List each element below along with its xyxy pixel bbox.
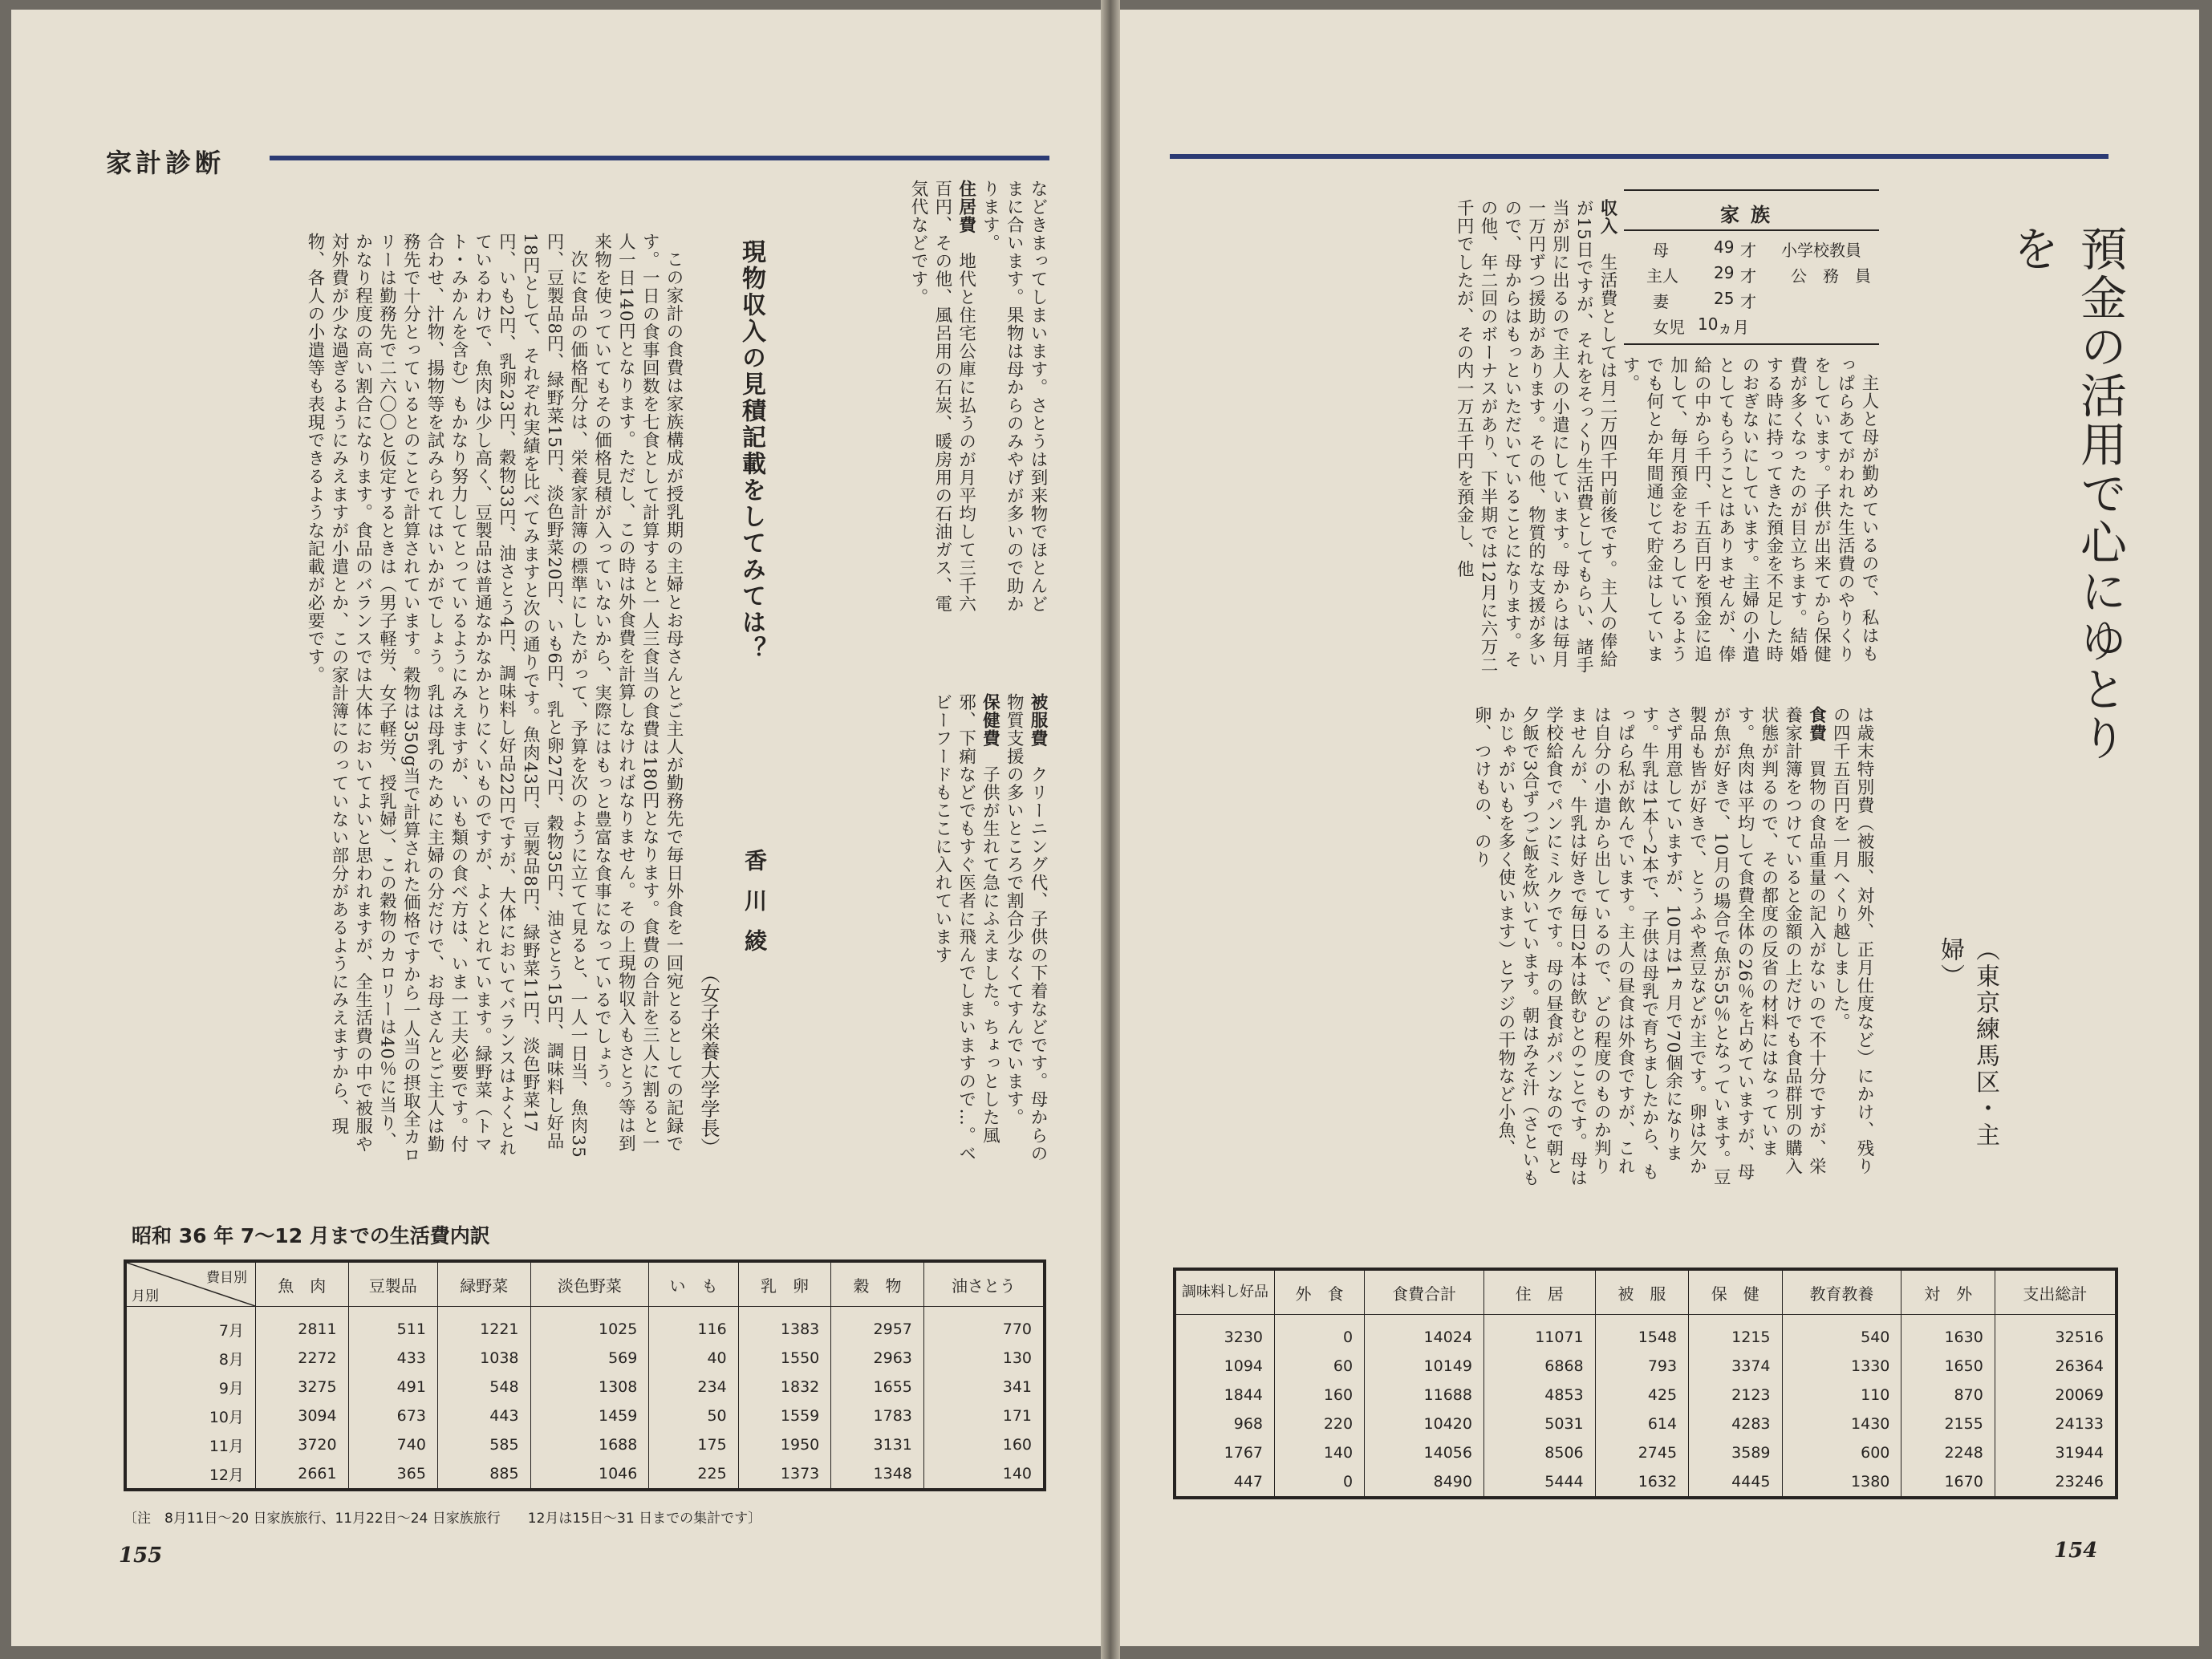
corner-month-label: 月別 — [132, 1288, 159, 1304]
table-cell: 40 — [649, 1344, 738, 1373]
table-cell: 1670 — [1902, 1467, 1995, 1498]
col-header: 穀 物 — [831, 1261, 924, 1307]
table-cell: 1950 — [738, 1430, 831, 1459]
col-header: 淡色野菜 — [530, 1261, 649, 1307]
table-cell: 770 — [923, 1307, 1045, 1345]
table-cell: 3374 — [1689, 1352, 1782, 1381]
table-row — [125, 1401, 1045, 1430]
table-cell: 2123 — [1689, 1381, 1782, 1410]
article-end-column-2 — [817, 693, 1049, 1165]
table-cell: 3720 — [256, 1430, 349, 1459]
col-header: 教育教養 — [1782, 1269, 1902, 1315]
article-end-text: などきまってしまいます。さとうは到来物でほとんどまに合います。果物は母からのみやげが多いので助かります。 — [980, 180, 1048, 613]
col-header: 被 服 — [1595, 1269, 1688, 1315]
col-header: 豆製品 — [348, 1261, 437, 1307]
table-cell: 20069 — [1995, 1381, 2117, 1410]
table-cell: 447 — [1175, 1467, 1275, 1498]
article-paragraph-2: は歳末特別費（被服、対外、正月仕度など）にかけ、残りの四千五百円を一月へくり越しました。 — [1830, 706, 1874, 1175]
table-cell: 8506 — [1483, 1438, 1595, 1467]
family-age: 49 — [1714, 237, 1735, 257]
table-cell: 2155 — [1902, 1410, 1995, 1438]
table-cell: 3230 — [1175, 1315, 1275, 1353]
table-cell: 540 — [1782, 1315, 1902, 1353]
right-page — [1120, 10, 2199, 1646]
table-cell: 2661 — [256, 1459, 349, 1490]
table-cell: 225 — [649, 1459, 738, 1490]
income-keyword: 収入 — [1597, 199, 1617, 235]
family-rel: 女児 — [1653, 318, 1685, 337]
family-box — [1624, 189, 1879, 345]
table-cell: 1025 — [530, 1307, 649, 1345]
table-cell: 110 — [1782, 1381, 1902, 1410]
book-gutter — [1101, 0, 1120, 1659]
table-cell: 1038 — [437, 1344, 530, 1373]
month-cell: 10月 — [125, 1401, 256, 1430]
month-cell: 8月 — [125, 1344, 256, 1373]
header-rule — [270, 156, 1049, 160]
family-age: 29 — [1714, 263, 1735, 282]
table-row — [125, 1373, 1045, 1401]
article-byline: （東京練馬区・主婦） — [1936, 937, 1999, 1149]
col-header: 保 健 — [1689, 1269, 1782, 1315]
table-cell: 4283 — [1689, 1410, 1782, 1438]
hoken-text: 子供が生れて急にふえました。ちょっとした風邪、下痢などでもすぐ医者に飛んでしまいますので…。ベビーフードもここに入れています — [931, 693, 1000, 1162]
table-cell: 0 — [1275, 1467, 1365, 1498]
table-cell: 160 — [1275, 1381, 1365, 1410]
family-rel: 妻 — [1653, 292, 1669, 311]
table-cell: 32516 — [1995, 1315, 2117, 1353]
table-corner-header — [125, 1261, 256, 1307]
table-cell: 341 — [923, 1373, 1045, 1401]
table-row — [125, 1307, 1045, 1345]
table-cell: 870 — [1902, 1381, 1995, 1410]
col-header: 支出総計 — [1995, 1269, 2117, 1315]
table-cell: 740 — [348, 1430, 437, 1459]
table-cell: 4445 — [1689, 1467, 1782, 1498]
table-cell: 3275 — [256, 1373, 349, 1401]
family-rel: 母 — [1653, 241, 1669, 260]
family-rel: 主人 — [1646, 266, 1678, 286]
table-cell: 1221 — [437, 1307, 530, 1345]
table-cell: 1655 — [831, 1373, 924, 1401]
table-cell: 511 — [348, 1307, 437, 1345]
commentary-paragraph-2: 次に食品の価格配分は、栄養家計簿の標準にしたがって、予算を次のように立てて見ると、一人一日当、魚肉35円、豆製品8円、緑野菜15円、淡色野菜20円、いも6円、乳と卵27円、穀物35円、油さとう15円、調味料し好品18円として、それぞれ実績を比べてみますと次の通りです。魚肉43円、豆製品8円、緑野菜11円、淡色野菜17円、いも2円、乳卵23円、穀物33円、油さとう4円、調味料し好品22円ですが、大体においてバランスはよくとれているわけで、魚肉は少し高く、豆製品は普通なかなかとりにくいものですが、よくとれています。緑野菜（トマト・みかんを含む）もかなり努力してとっているようにみえますが、いも類の食べ方は、いま一工夫必要です。付合わせ、汁物、揚物等を試みられてはいかがでしょう。乳は母乳のために主婦の分だけで、お母さんとご主人は勤務先で十分とっているとのことで計算されています。穀物は350g当で計算された価格ですから一人当の摂取全カロリーは勤務先で二六〇〇と仮定するときは（男子軽労、女子軽労、授乳婦）、この穀物のカロリーは40％に当り、かなり程度の高い割合になります。食品のバランスでは大体においてよいと思われますが、全生活費の中で被服や対外費が少な過ぎるようにみえますが小遣とか、この家計簿にのっていない部分があるようにみえますから、現物、各人の小遣等も表現できるような記載が必要です。 — [305, 233, 588, 1165]
family-box-title: 家族 — [1720, 204, 1781, 226]
sumai-text: 地代と住宅公庫に払うのが月平均して三千六百円、その他、風呂用の石炭、暖房用の石油ガス、電気代などです。 — [908, 180, 976, 613]
commentary-paragraph-1: この家計の食費は家族構成が授乳期の主婦とお母さんとご主人が勤務先で毎日外食を一回宛とるとしての記録です。一日の食事回数を七食として計算すると一人三食当の食費は180円となります。食費の合計を三人に割ると一人一日140円となります。ただし、この時は外食費を計算しなければなりません。その上現物収入もさとう等は到来物を使っていてもその価格見積が入っていないから、実際にはもっと豊富な食事になっているでしょう。 — [591, 233, 684, 1153]
article-end-column — [817, 180, 1049, 623]
left-page — [11, 10, 1101, 1646]
table-cell: 10420 — [1365, 1410, 1484, 1438]
col-header: 緑野菜 — [437, 1261, 530, 1307]
table-cell: 1632 — [1595, 1467, 1688, 1498]
table-row — [1175, 1467, 2117, 1498]
section-header: 家計診断 — [106, 148, 225, 178]
table-footnote: 〔注 8月11日〜20 日家族旅行、11月22日〜24 日家族旅行 12月は15日〜31 日までの集計です〕 — [124, 1511, 762, 1527]
table-cell: 11688 — [1365, 1381, 1484, 1410]
table-cell: 60 — [1275, 1352, 1365, 1381]
table-cell: 5444 — [1483, 1467, 1595, 1498]
table-cell: 1430 — [1782, 1410, 1902, 1438]
table-cell: 3094 — [256, 1401, 349, 1430]
month-cell: 7月 — [125, 1307, 256, 1345]
corner-category-label: 費目別 — [206, 1270, 247, 1286]
commentary-body — [104, 233, 685, 1168]
food-text: 買物の食品重量の記入がないので不十分ですが、栄養家計簿をつけていると金額の上だけでも食品群別の購入状態が判るので、その都度の反省の材料にはなっています。魚肉は平均して食費全体の26％を占めていますが、母が魚が好きで、10月の場合で魚が55％となっています。豆製品も皆が好きで、とうふや煮豆などが主です。卵は欠かさず用意していますが、10月は1ヵ月で70個余になります。牛乳は1本〜2本で、子供は母乳で育ちましたから、もっぱら私が飲んでいます。主人の昼食は外食ですが、これは自分の小遣から出しているので、どの程度のものか判りませんが、牛乳は好きで毎日2本は飲むとのことです。母は学校給食でパンにミルクです。母の昼食がパンなので朝と夕飯で3合ずつご飯を炊いています。朝はみそ汁（さといもかじゃがいもを多く使います）とアジの干物など小魚、卵、つけもの、のり — [1471, 706, 1827, 1187]
article-title: 預金の活用で心にゆとりを — [2005, 225, 2127, 763]
table-cell: 50 — [649, 1401, 738, 1430]
table-cell: 885 — [437, 1459, 530, 1490]
family-age-unit: 才 — [1740, 241, 1756, 260]
family-age-unit: ヵ月 — [1717, 318, 1749, 337]
table-cell: 1380 — [1782, 1467, 1902, 1498]
col-header: 魚 肉 — [256, 1261, 349, 1307]
sumai-keyword: 住居費 — [956, 180, 976, 234]
month-cell: 9月 — [125, 1373, 256, 1401]
table-row — [1175, 1381, 2117, 1410]
corner-diagonal — [127, 1263, 255, 1306]
page-number-left: 155 — [119, 1543, 163, 1568]
month-cell: 12月 — [125, 1459, 256, 1490]
table-cell: 614 — [1595, 1410, 1688, 1438]
table-row — [1175, 1352, 2117, 1381]
income-column — [1173, 199, 1619, 675]
table-cell: 548 — [437, 1373, 530, 1401]
table-cell: 1348 — [831, 1459, 924, 1490]
table-cell: 2745 — [1595, 1438, 1688, 1467]
table-row — [125, 1344, 1045, 1373]
table-cell: 5031 — [1483, 1410, 1595, 1438]
table-cell: 1459 — [530, 1401, 649, 1430]
table-cell: 1308 — [530, 1373, 649, 1401]
expense-table-left — [124, 1259, 1046, 1491]
table-cell: 140 — [923, 1459, 1045, 1490]
table-cell: 1094 — [1175, 1352, 1275, 1381]
col-header: い も — [649, 1261, 738, 1307]
table-cell: 1650 — [1902, 1352, 1995, 1381]
table-cell: 14024 — [1365, 1315, 1484, 1353]
table-cell: 673 — [348, 1401, 437, 1430]
table-cell: 1767 — [1175, 1438, 1275, 1467]
table-cell: 3131 — [831, 1430, 924, 1459]
table-cell: 130 — [923, 1344, 1045, 1373]
table-cell: 443 — [437, 1401, 530, 1430]
table-cell: 425 — [1595, 1381, 1688, 1410]
col-header: 調味料し好品 — [1175, 1269, 1275, 1315]
col-header: 外 食 — [1275, 1269, 1365, 1315]
food-keyword: 食費 — [1806, 706, 1827, 742]
table-cell: 24133 — [1995, 1410, 2117, 1438]
hifuku-text: クリーニング代、子供の下着などです。母からの物質支援の多いところで割合少なくてすんでいます。 — [1004, 693, 1048, 1162]
table-cell: 1844 — [1175, 1381, 1275, 1410]
table-row — [125, 1430, 1045, 1459]
table-cell: 1383 — [738, 1307, 831, 1345]
commentary-heading: 現物収入の見積記載をしてみては？ — [737, 239, 765, 663]
table-cell: 793 — [1595, 1352, 1688, 1381]
table-cell: 1688 — [530, 1430, 649, 1459]
family-job: 公 務 員 — [1791, 266, 1871, 286]
family-age-unit: 才 — [1740, 292, 1756, 311]
col-header: 住 居 — [1483, 1269, 1595, 1315]
table-cell: 585 — [437, 1430, 530, 1459]
author-title: （女子栄養大学学長） — [697, 964, 720, 1157]
table-cell: 4853 — [1483, 1381, 1595, 1410]
hifuku-keyword: 被服費 — [1028, 693, 1048, 748]
table-cell: 1559 — [738, 1401, 831, 1430]
table-cell: 140 — [1275, 1438, 1365, 1467]
table-cell: 1373 — [738, 1459, 831, 1490]
table-cell: 2963 — [831, 1344, 924, 1373]
header-rule-right — [1170, 154, 2109, 159]
author-name: 香川綾 — [741, 849, 768, 969]
income-text: 生活費としては月二万四千円前後です。主人の俸給が15日ですが、それをそっくり生活費としてもらい、諸手当が別に出るので主人の小遣にしています。母からは毎月一万円ずつ援助があります。その他、物質的な支援が多いので、母からはもっといただいていることになります。その他、年二回のボーナスがあり、下半期では12月に六万二千円でしたが、その内一万五千円を預金し、他 — [1454, 199, 1617, 674]
table-cell: 175 — [649, 1430, 738, 1459]
table-cell: 2957 — [831, 1307, 924, 1345]
table-cell: 8490 — [1365, 1467, 1484, 1498]
col-header: 油さとう — [923, 1261, 1045, 1307]
table-cell: 2248 — [1902, 1438, 1995, 1467]
table-cell: 3589 — [1689, 1438, 1782, 1467]
table-cell: 10149 — [1365, 1352, 1484, 1381]
table-row — [125, 1459, 1045, 1490]
table-cell: 116 — [649, 1307, 738, 1345]
table-cell: 0 — [1275, 1315, 1365, 1353]
table-cell: 171 — [923, 1401, 1045, 1430]
family-age: 25 — [1714, 289, 1735, 308]
table-cell: 11071 — [1483, 1315, 1595, 1353]
family-divider — [1624, 229, 1879, 231]
col-header: 乳 卵 — [738, 1261, 831, 1307]
table-cell: 220 — [1275, 1410, 1365, 1438]
table-cell: 968 — [1175, 1410, 1275, 1438]
table-cell: 1832 — [738, 1373, 831, 1401]
month-cell: 11月 — [125, 1430, 256, 1459]
page-number-right: 154 — [2054, 1539, 2098, 1563]
table-cell: 26364 — [1995, 1352, 2117, 1381]
table-cell: 160 — [923, 1430, 1045, 1459]
table-cell: 234 — [649, 1373, 738, 1401]
family-age-unit: 才 — [1740, 266, 1756, 286]
table-cell: 1046 — [530, 1459, 649, 1490]
table-cell: 1215 — [1689, 1315, 1782, 1353]
table-cell: 23246 — [1995, 1467, 2117, 1498]
table-row — [1175, 1410, 2117, 1438]
table-cell: 6868 — [1483, 1352, 1595, 1381]
table-cell: 2811 — [256, 1307, 349, 1345]
col-header: 対 外 — [1902, 1269, 1995, 1315]
table-row — [1175, 1315, 2117, 1353]
table-cell: 2272 — [256, 1344, 349, 1373]
article-intro — [1620, 356, 1881, 675]
table-cell: 1330 — [1782, 1352, 1902, 1381]
article-paragraph-1: 主人と母が勤めているので、私はもっぱらあてがわれた生活費のやりくりをしています。子供が出来てから保健費が多くなったのが目立ちます。結婚する時に持ってきた預金を不足した時のおぎないにしています。主婦の小遣としてもらうことはありませんが、俸給の中から千円、千五百円を預金に追加して、毎月預金をおろしているようでも何とか年間通じて貯金はしています。 — [1620, 356, 1879, 663]
table-row — [1175, 1438, 2117, 1467]
table-cell: 31944 — [1995, 1438, 2117, 1467]
table-cell: 600 — [1782, 1438, 1902, 1467]
table-cell: 1550 — [738, 1344, 831, 1373]
table-cell: 1783 — [831, 1401, 924, 1430]
family-age: 10 — [1698, 314, 1719, 334]
article-lower-columns — [1173, 706, 1876, 1187]
col-header: 食費合計 — [1365, 1269, 1484, 1315]
table-cell: 569 — [530, 1344, 649, 1373]
table-cell: 14056 — [1365, 1438, 1484, 1467]
table-caption: 昭和 36 年 7〜12 月までの生活費内訳 — [132, 1224, 490, 1247]
hoken-keyword: 保健費 — [980, 693, 1000, 748]
table-cell: 1630 — [1902, 1315, 1995, 1353]
family-job: 小学校教員 — [1781, 241, 1861, 260]
table-cell: 491 — [348, 1373, 437, 1401]
table-cell: 1548 — [1595, 1315, 1688, 1353]
table-cell: 433 — [348, 1344, 437, 1373]
expense-table-right — [1173, 1268, 2118, 1499]
table-cell: 365 — [348, 1459, 437, 1490]
